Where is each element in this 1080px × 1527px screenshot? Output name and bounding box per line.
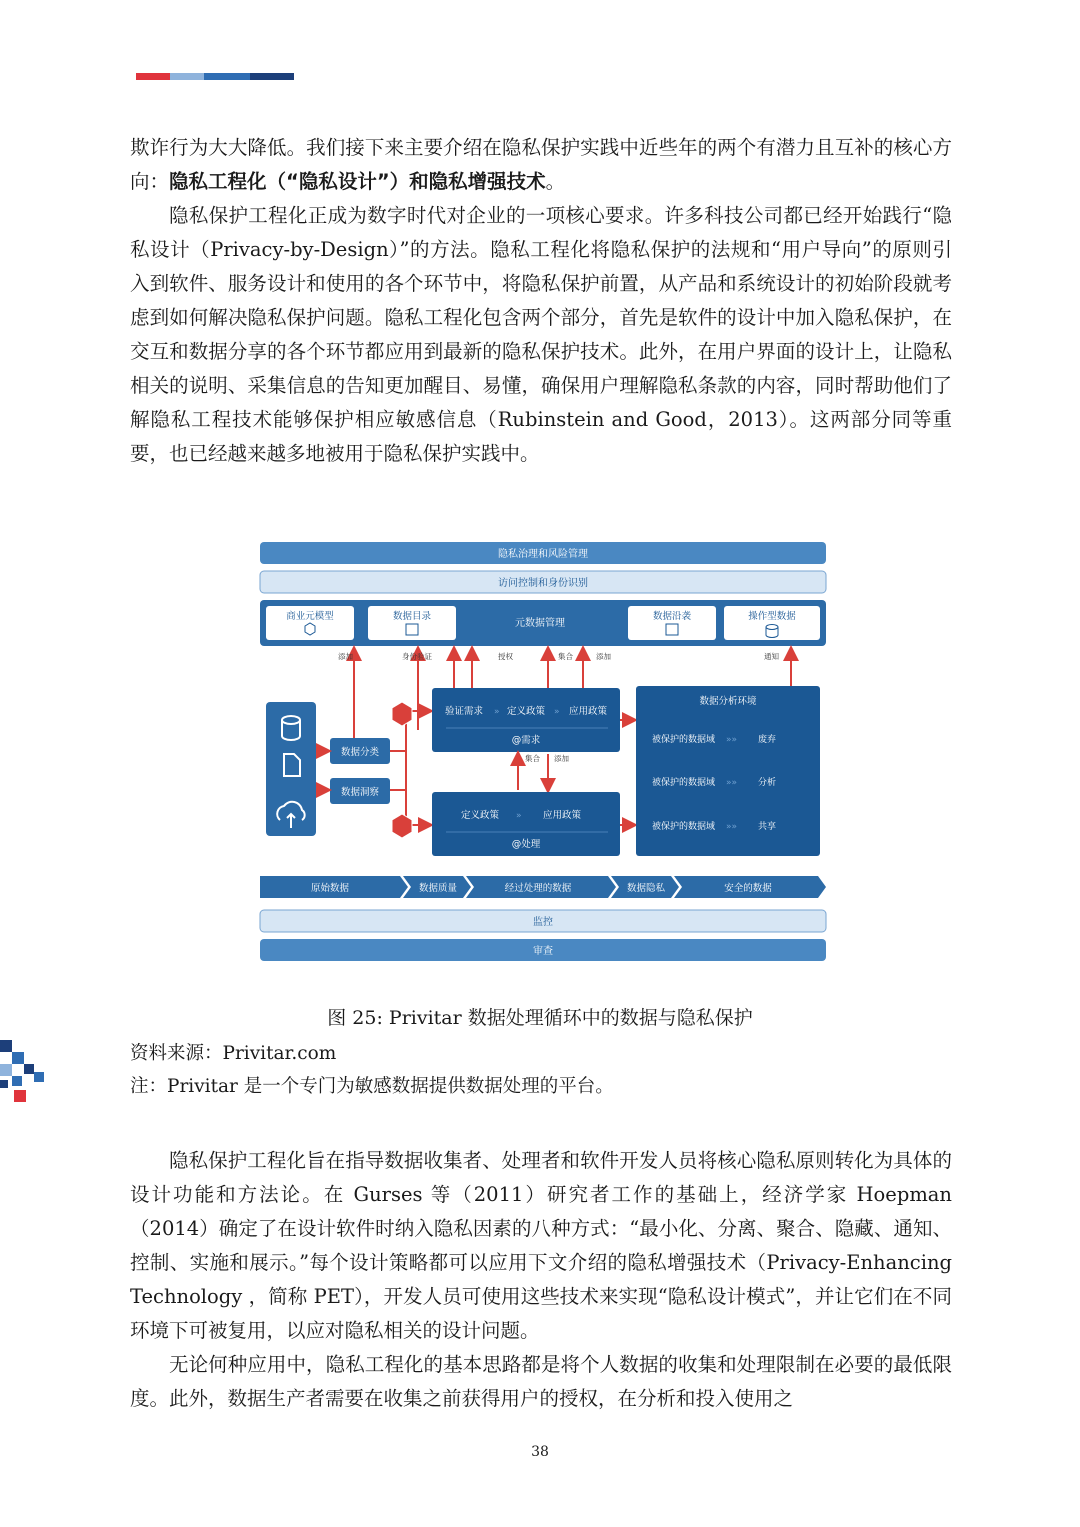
meta-box-lineage <box>628 606 716 640</box>
meta-box-catalog <box>368 606 456 640</box>
mid-label-collect: 集合 <box>525 754 540 763</box>
svg-text:数据沿袭: 数据沿袭 <box>652 611 692 622</box>
meta-box-business <box>266 606 354 640</box>
arrow-label-auth: 身份验证 <box>402 652 432 661</box>
svg-text:验证需求: 验证需求 <box>444 706 484 717</box>
svg-text:操作型数据: 操作型数据 <box>748 611 796 622</box>
cube-icon-bottom <box>392 814 412 838</box>
svg-text:»: » <box>516 811 522 821</box>
svg-text:应用政策: 应用政策 <box>568 706 608 717</box>
governance-label: 隐私治理和风险管理 <box>498 549 588 560</box>
cube-icon-top <box>392 702 412 726</box>
arrow-label-add: 添加 <box>338 652 353 661</box>
pipeline-bar <box>260 876 826 898</box>
svg-text:数据目录: 数据目录 <box>392 611 432 622</box>
svg-text:被保护的数据域: 被保护的数据域 <box>652 822 716 832</box>
svg-text:审查: 审查 <box>533 946 553 957</box>
analysis-row-2 <box>652 776 776 788</box>
svg-text:@需求: @需求 <box>511 735 541 746</box>
svg-text:被保护的数据域: 被保护的数据域 <box>652 735 716 745</box>
paragraph-2: 隐私保护工程化正成为数字时代对企业的一项核心要求。许多科技公司都已经开始践行“隐私设计（Privacy-by-Design）”的方法。隐私工程化将隐私保护的法规和“用户导向”的原则引入到软件、服务设计和使用的各个环节中，将隐私保护前置，从产品和系统设计的初始阶段就考虑到如何解决隐私保护问题。隐私工程化包含两个部分，首先是软件的设计中加入隐私保护，在交互和数据分享的各个环节都应用到最新的隐私保护技术。此外，在用户界面的设计上，让隐私相关的说明、采集信息的告知更加醒目、易懂，确保用户理解隐私条款的内容，同时帮助他们了解隐私工程技术能够保护相应敏感信息（Rubinstein and Good，2013）。这两部分同等重要，也已经越来越多地被用于隐私保护实践中。 <box>130 204 952 465</box>
figure-note: 注：Privitar 是一个专门为敏感数据提供数据处理的平台。 <box>130 1076 614 1097</box>
svg-text:@处理: @处理 <box>511 839 541 850</box>
arrow-label-notify: 通知 <box>764 652 779 661</box>
arrow-label-add-2: 添加 <box>596 652 611 661</box>
svg-text:»»: »» <box>726 778 738 788</box>
svg-text:共享: 共享 <box>758 822 777 832</box>
svg-text:定义政策: 定义政策 <box>506 706 546 717</box>
svg-text:数据分析环境: 数据分析环境 <box>699 696 757 707</box>
svg-text:»: » <box>554 707 560 717</box>
svg-text:被保护的数据域: 被保护的数据域 <box>652 778 716 788</box>
svg-text:定义政策: 定义政策 <box>460 810 500 821</box>
svg-text:»: » <box>494 707 500 717</box>
analysis-row-3 <box>652 820 776 832</box>
svg-text:经过处理的数据: 经过处理的数据 <box>504 883 572 894</box>
paragraph-3: 隐私保护工程化旨在指导数据收集者、处理者和软件开发人员将核心隐私原则转化为具体的设计功能和方法论。在 Gurses 等（2011）研究者工作的基础上，经济学家 Hoepman （2014）确定了在设计软件时纳入隐私因素的八种方式：“最小化、分离、聚合、隐藏、通知、控制、实施和展示。”每个设计策略都可以应用下文介绍的隐私增强技术（Privacy-Enhancing Technology ，简称 PET），开发人员可使用这些技术来实现“隐私设计模式”，并让它们在不同环境下可被复用，以应对隐私相关的设计问题。 <box>130 1149 952 1342</box>
svg-text:»»: »» <box>726 735 738 745</box>
paragraph-1: 欺诈行为大大降低。我们接下来主要介绍在隐私保护实践中近些年的两个有潜力且互补的核心方向：隐私工程化（“隐私设计”）和隐私增强技术。 <box>130 136 952 193</box>
header-color-bar <box>136 73 294 80</box>
svg-text:监控: 监控 <box>533 917 553 928</box>
page-number: 38 <box>531 1444 549 1460</box>
arrow-label-authorize: 授权 <box>498 652 513 661</box>
privitar-data-cycle-diagram <box>258 540 828 966</box>
svg-text:应用政策: 应用政策 <box>542 810 582 821</box>
svg-text:数据分类: 数据分类 <box>340 747 380 758</box>
mid-label-add: 添加 <box>554 754 569 763</box>
svg-text:数据隐私: 数据隐私 <box>626 883 666 894</box>
figure-source: 资料来源：Privitar.com <box>130 1043 337 1064</box>
svg-text:商业元模型: 商业元模型 <box>286 611 334 622</box>
paragraph-4: 无论何种应用中，隐私工程化的基本思路都是将个人数据的收集和处理限制在必要的最低限度。此外，数据生产者需要在收集之前获得用户的授权，在分析和投入使用之 <box>130 1353 952 1410</box>
svg-text:数据质量: 数据质量 <box>418 883 458 894</box>
svg-text:数据洞察: 数据洞察 <box>340 787 380 798</box>
svg-text:废弃: 废弃 <box>758 735 777 745</box>
svg-text:安全的数据: 安全的数据 <box>724 883 772 894</box>
access-label: 访问控制和身份识别 <box>498 578 588 589</box>
paragraph-1-bold: 隐私工程化（“隐私设计”）和隐私增强技术 <box>169 170 546 193</box>
arrow-label-collect: 集合 <box>558 652 573 661</box>
svg-text:原始数据: 原始数据 <box>310 883 350 894</box>
svg-text:»»: »» <box>726 822 738 832</box>
meta-box-operational <box>724 606 820 640</box>
analysis-row-1 <box>652 733 776 745</box>
svg-text:分析: 分析 <box>758 778 777 788</box>
figure-caption: 图 25: Privitar 数据处理循环中的数据与隐私保护 <box>327 1007 753 1029</box>
metadata-label: 元数据管理 <box>515 618 565 629</box>
